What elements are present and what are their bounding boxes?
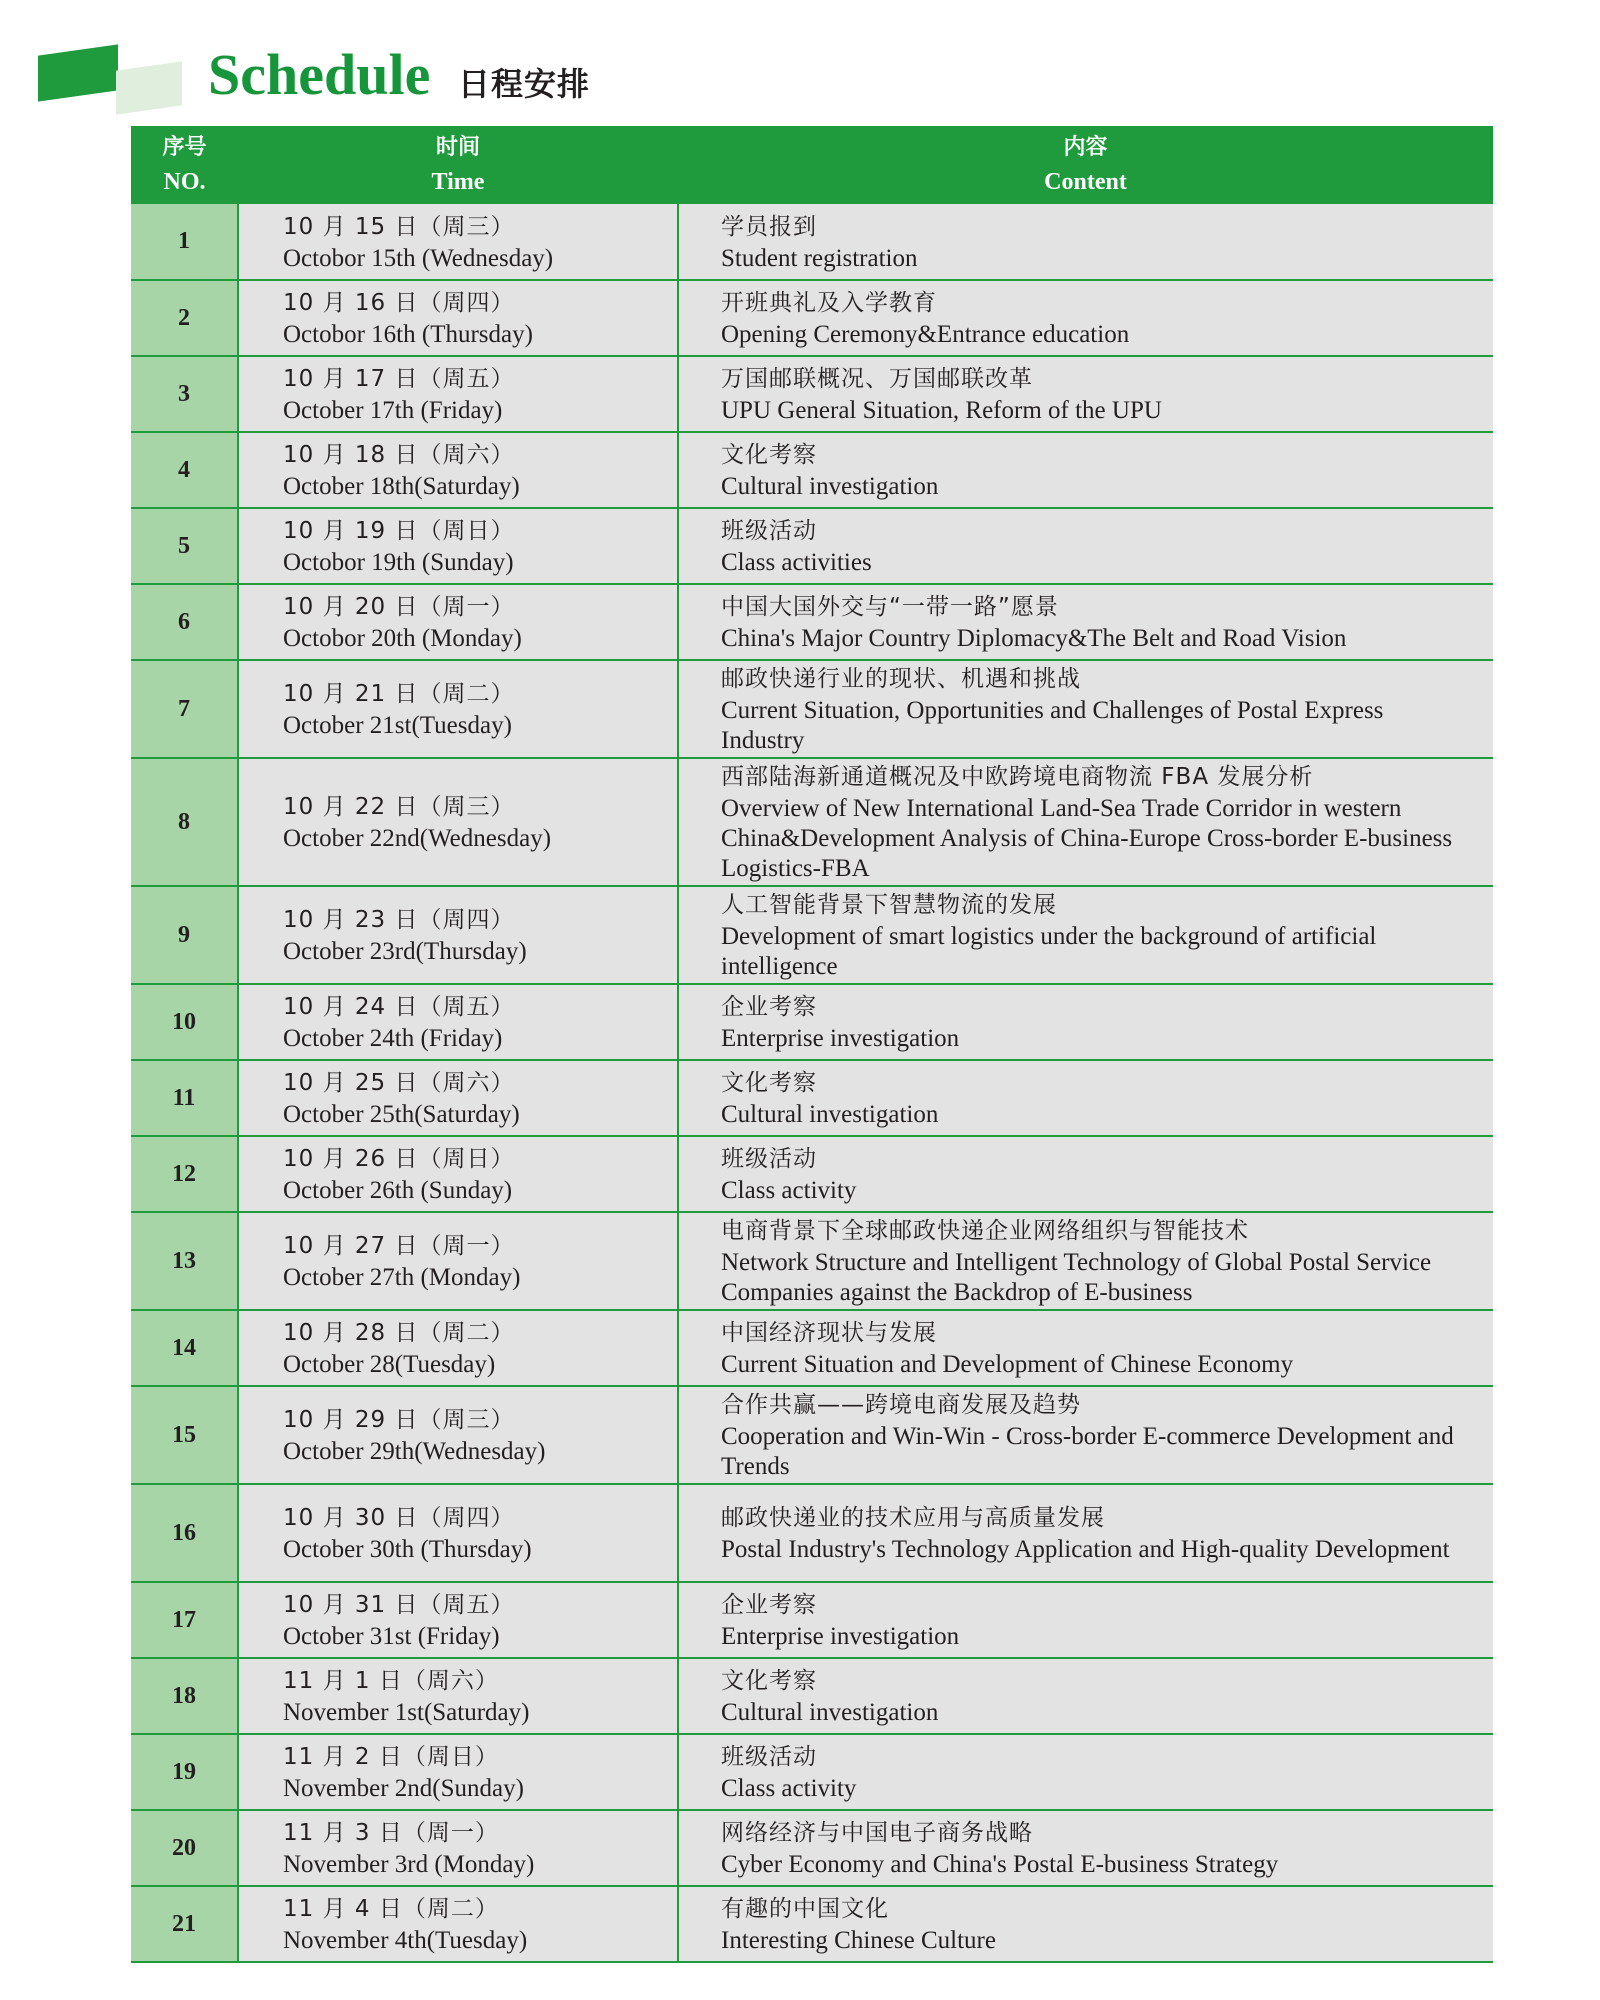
date-en: October 28(Tuesday)	[283, 1351, 496, 1378]
content-en: Enterprise investigation	[721, 1623, 960, 1650]
row-number: 12	[131, 1136, 238, 1212]
row-content	[678, 280, 1493, 356]
row-number: 15	[131, 1386, 238, 1484]
row-number: 4	[131, 432, 238, 508]
date-zh: 10 月 28 日（周二）	[283, 1320, 515, 1346]
content-en: Student registration	[721, 244, 918, 272]
row-number: 17	[131, 1582, 238, 1658]
content-zh: 文化考察	[721, 1070, 817, 1096]
row-content	[678, 886, 1493, 984]
row-content	[678, 432, 1493, 508]
content-en: China's Major Country Diplomacy&The Belt and Road Vision	[721, 625, 1347, 652]
row-content	[678, 1060, 1493, 1136]
row-time	[238, 1310, 678, 1386]
date-zh: 11 月 2 日（周日）	[283, 1744, 499, 1770]
row-time	[238, 584, 678, 660]
date-zh: 10 月 15 日（周三）	[283, 213, 515, 240]
column-header-content	[678, 126, 1493, 204]
content-zh: 网络经济与中国电子商务战略	[721, 1820, 1033, 1846]
table-row	[131, 1582, 1493, 1658]
content-zh: 中国大国外交与“一带一路”愿景	[721, 594, 1059, 620]
date-zh: 11 月 4 日（周二）	[283, 1896, 499, 1922]
date-en: October 21st(Tuesday)	[283, 712, 512, 739]
content-zh: 开班典礼及入学教育	[721, 290, 937, 316]
content-en: Class activities	[721, 549, 872, 576]
content-zh: 文化考察	[721, 442, 817, 468]
content-zh: 邮政快递业的技术应用与高质量发展	[721, 1505, 1105, 1531]
header-decoration-dark	[38, 44, 118, 101]
row-content	[678, 508, 1493, 584]
row-content	[678, 1658, 1493, 1734]
content-en: Overview of New International Land-Sea Trade Corridor in western China&Development Analysis of China-Europe Cross-border E-business Logistics-FBA	[721, 795, 1453, 882]
row-time	[238, 1582, 678, 1658]
date-zh: 10 月 24 日（周五）	[283, 994, 515, 1020]
date-zh: 10 月 17 日（周五）	[283, 366, 515, 392]
row-number: 18	[131, 1658, 238, 1734]
page-title-zh: 日程安排	[458, 65, 591, 103]
date-zh: 10 月 21 日（周二）	[283, 681, 515, 707]
table-row	[131, 508, 1493, 584]
content-en: Network Structure and Intelligent Technology of Global Postal Service Companies against the Backdrop of E-business	[721, 1249, 1432, 1306]
content-zh: 人工智能背景下智慧物流的发展	[721, 892, 1057, 918]
table-row	[131, 1136, 1493, 1212]
date-en: Octobor 15th (Wednesday)	[283, 244, 554, 272]
date-en: November 2nd(Sunday)	[283, 1775, 524, 1802]
header-decoration-light	[116, 61, 182, 114]
content-en: Class activity	[721, 1177, 857, 1204]
row-content	[678, 1734, 1493, 1810]
row-content	[678, 1386, 1493, 1484]
row-number: 10	[131, 984, 238, 1060]
row-content	[678, 1136, 1493, 1212]
content-en: Opening Ceremony&Entrance education	[721, 321, 1130, 348]
row-time	[238, 1386, 678, 1484]
content-zh: 企业考察	[721, 1592, 817, 1618]
row-time	[238, 1484, 678, 1582]
table-row	[131, 1212, 1493, 1310]
row-time	[238, 886, 678, 984]
row-number: 19	[131, 1734, 238, 1810]
row-content	[678, 660, 1493, 758]
table-row	[131, 356, 1493, 432]
date-en: Octobor 20th (Monday)	[283, 625, 522, 652]
content-zh: 中国经济现状与发展	[721, 1320, 937, 1346]
content-zh: 班级活动	[721, 518, 817, 544]
row-time	[238, 758, 678, 886]
date-en: October 18th(Saturday)	[283, 473, 520, 500]
row-number: 5	[131, 508, 238, 584]
content-zh: 班级活动	[721, 1146, 817, 1172]
date-zh: 10 月 20 日（周一）	[283, 594, 515, 620]
content-en: Interesting Chinese Culture	[721, 1927, 996, 1954]
content-zh: 班级活动	[721, 1744, 817, 1770]
content-zh: 文化考察	[721, 1668, 817, 1694]
date-en: October 25th(Saturday)	[283, 1101, 520, 1128]
column-header-time	[238, 126, 678, 204]
date-en: October 22nd(Wednesday)	[283, 825, 552, 852]
date-zh: 11 月 3 日（周一）	[283, 1820, 499, 1846]
content-zh: 有趣的中国文化	[721, 1896, 889, 1922]
row-time	[238, 1886, 678, 1962]
schedule-table	[131, 126, 1493, 1963]
date-en: Octobor 19th (Sunday)	[283, 549, 514, 576]
table-header-row	[131, 126, 1493, 204]
date-zh: 10 月 26 日（周日）	[283, 1146, 515, 1172]
date-zh: 10 月 23 日（周四）	[283, 907, 515, 933]
content-zh: 万国邮联概况、万国邮联改革	[721, 366, 1033, 392]
date-en: November 4th(Tuesday)	[283, 1927, 528, 1954]
content-en: Cultural investigation	[721, 1101, 939, 1128]
table-row	[131, 1484, 1493, 1582]
date-en: October 31st (Friday)	[283, 1623, 500, 1650]
row-time	[238, 1734, 678, 1810]
row-number: 3	[131, 356, 238, 432]
page-title-en: Schedule	[208, 42, 431, 107]
content-zh: 电商背景下全球邮政快递企业网络组织与智能技术	[721, 1218, 1249, 1244]
row-number: 11	[131, 1060, 238, 1136]
table-row	[131, 1310, 1493, 1386]
row-content	[678, 758, 1493, 886]
content-en: Cyber Economy and China's Postal E-business Strategy	[721, 1851, 1279, 1878]
table-row	[131, 204, 1493, 280]
row-time	[238, 1658, 678, 1734]
row-content	[678, 1310, 1493, 1386]
row-number: 6	[131, 584, 238, 660]
date-en: October 23rd(Thursday)	[283, 938, 527, 965]
row-content	[678, 1484, 1493, 1582]
row-number: 1	[131, 204, 238, 280]
table-row	[131, 758, 1493, 886]
table-row	[131, 660, 1493, 758]
row-content	[678, 984, 1493, 1060]
date-zh: 11 月 1 日（周六）	[283, 1668, 499, 1694]
date-en: October 27th (Monday)	[283, 1264, 521, 1291]
column-header-label-en: NO.	[163, 169, 206, 195]
date-zh: 10 月 16 日（周四）	[283, 290, 515, 316]
date-zh: 10 月 19 日（周日）	[283, 518, 515, 544]
row-content	[678, 1886, 1493, 1962]
content-zh: 学员报到	[721, 213, 817, 240]
table-row	[131, 1386, 1493, 1484]
date-zh: 10 月 22 日（周三）	[283, 794, 515, 820]
row-content	[678, 356, 1493, 432]
row-time	[238, 432, 678, 508]
content-en: Cooperation and Win-Win - Cross-border E-commerce Development and Trends	[721, 1423, 1454, 1480]
table-row	[131, 886, 1493, 984]
table-row	[131, 280, 1493, 356]
row-number: 7	[131, 660, 238, 758]
date-en: October 29th(Wednesday)	[283, 1438, 546, 1465]
column-header-label-en: Content	[1044, 169, 1127, 195]
row-time	[238, 1060, 678, 1136]
date-zh: 10 月 25 日（周六）	[283, 1070, 515, 1096]
row-time	[238, 204, 678, 280]
row-time	[238, 356, 678, 432]
content-en: UPU General Situation, Reform of the UPU	[721, 397, 1162, 424]
date-en: October 30th (Thursday)	[283, 1536, 532, 1563]
content-en: Enterprise investigation	[721, 1025, 960, 1052]
row-time	[238, 660, 678, 758]
content-zh: 邮政快递行业的现状、机遇和挑战	[721, 666, 1081, 692]
table-row	[131, 1810, 1493, 1886]
row-time	[238, 508, 678, 584]
content-en: Development of smart logistics under the background of artificial intelligence	[721, 923, 1377, 980]
table-row	[131, 984, 1493, 1060]
content-en: Class activity	[721, 1775, 857, 1802]
row-content	[678, 1810, 1493, 1886]
content-en: Cultural investigation	[721, 1699, 939, 1726]
column-header-no	[131, 126, 238, 204]
row-content	[678, 1582, 1493, 1658]
date-en: October 17th (Friday)	[283, 397, 503, 424]
table-row	[131, 1060, 1493, 1136]
date-en: November 1st(Saturday)	[283, 1699, 530, 1726]
date-en: October 26th (Sunday)	[283, 1177, 513, 1204]
content-zh: 企业考察	[721, 994, 817, 1020]
column-header-label-en: Time	[431, 169, 485, 195]
table-row	[131, 1658, 1493, 1734]
row-number: 21	[131, 1886, 238, 1962]
row-number: 13	[131, 1212, 238, 1310]
row-content	[678, 204, 1493, 280]
date-en: November 3rd (Monday)	[283, 1851, 535, 1878]
row-number: 2	[131, 280, 238, 356]
row-number: 9	[131, 886, 238, 984]
content-zh: 西部陆海新通道概况及中欧跨境电商物流 FBA 发展分析	[721, 764, 1314, 790]
table-row	[131, 1886, 1493, 1962]
table-row	[131, 1734, 1493, 1810]
row-time	[238, 984, 678, 1060]
content-zh: 合作共赢——跨境电商发展及趋势	[721, 1392, 1081, 1418]
row-number: 14	[131, 1310, 238, 1386]
row-number: 20	[131, 1810, 238, 1886]
date-zh: 10 月 29 日（周三）	[283, 1407, 515, 1433]
date-zh: 10 月 18 日（周六）	[283, 442, 515, 468]
table-row	[131, 584, 1493, 660]
column-header-label-zh: 内容	[1063, 135, 1108, 160]
row-time	[238, 1136, 678, 1212]
content-en: Current Situation and Development of Chinese Economy	[721, 1351, 1294, 1378]
content-en: Current Situation, Opportunities and Challenges of Postal Express Industry	[721, 697, 1384, 754]
table-row	[131, 432, 1493, 508]
row-time	[238, 1810, 678, 1886]
date-zh: 10 月 27 日（周一）	[283, 1233, 515, 1259]
column-header-label-zh: 时间	[435, 135, 480, 160]
date-zh: 10 月 31 日（周五）	[283, 1592, 515, 1618]
date-zh: 10 月 30 日（周四）	[283, 1505, 515, 1531]
row-content	[678, 1212, 1493, 1310]
row-time	[238, 1212, 678, 1310]
content-en: Cultural investigation	[721, 473, 939, 500]
date-en: Octobor 16th (Thursday)	[283, 321, 533, 348]
row-number: 8	[131, 758, 238, 886]
column-header-label-zh: 序号	[162, 135, 207, 160]
content-en: Postal Industry's Technology Application and High-quality Development	[721, 1536, 1450, 1563]
row-number: 16	[131, 1484, 238, 1582]
date-en: October 24th (Friday)	[283, 1025, 503, 1052]
row-time	[238, 280, 678, 356]
row-content	[678, 584, 1493, 660]
